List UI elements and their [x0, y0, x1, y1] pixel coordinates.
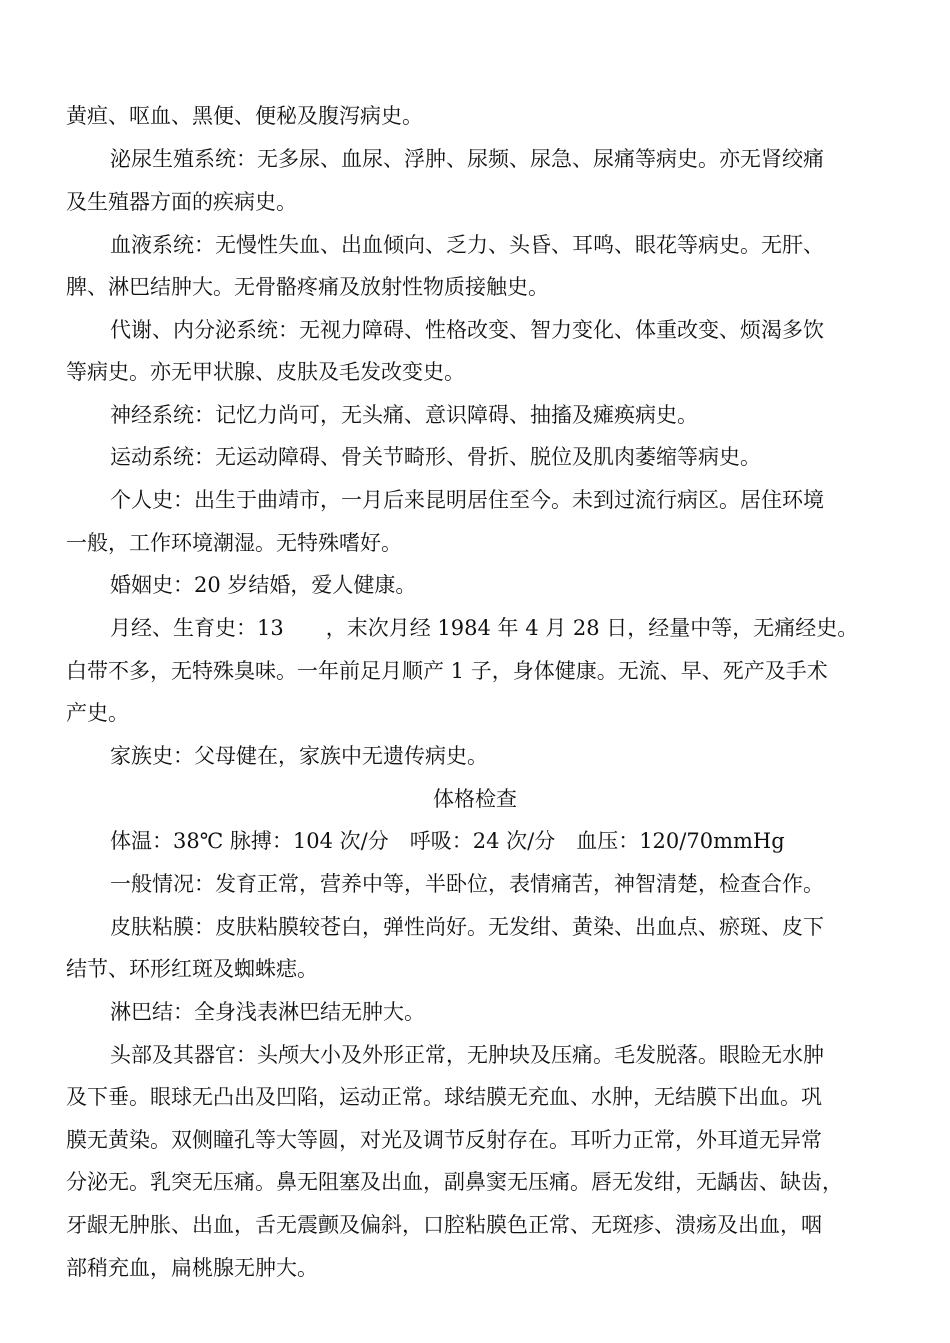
text-line: 运动系统：无运动障碍、骨关节畸形、骨折、脱位及肌肉萎缩等病史。 [110, 445, 761, 469]
text-line: 皮肤粘膜：皮肤粘膜较苍白，弹性尚好。无发绀、黄染、出血点、瘀斑、皮下 [110, 915, 824, 939]
text-line: 家族史：父母健在，家族中无遗传病史。 [110, 744, 488, 768]
text-line: 膜无黄染。双侧瞳孔等大等圆，对光及调节反射存在。耳听力正常，外耳道无异常 [66, 1128, 822, 1152]
text-line: 结节、环形红斑及蜘蛛痣。 [66, 957, 318, 981]
text-line: 头部及其器官：头颅大小及外形正常，无肿块及压痛。毛发脱落。眼睑无水肿 [110, 1043, 824, 1067]
text-line: 及生殖器方面的疾病史。 [66, 190, 297, 214]
text-line: 淋巴结：全身浅表淋巴结无肿大。 [110, 1000, 425, 1024]
text-line: 体温：38℃ 脉搏：104 次/分 呼吸：24 次/分 血压：120/70mmHg [110, 829, 785, 853]
text-line: 泌尿生殖系统：无多尿、血尿、浮肿、尿频、尿急、尿痛等病史。亦无肾绞痛 [110, 147, 824, 171]
text-line: 婚姻史：20 岁结婚，爱人健康。 [110, 573, 417, 597]
text-line: 血液系统：无慢性失血、出血倾向、乏力、头昏、耳鸣、眼花等病史。无肝、 [110, 233, 824, 257]
text-line: 神经系统：记忆力尚可，无头痛、意识障碍、抽搐及瘫痪病史。 [110, 403, 698, 427]
text-line: 月经、生育史：13 ，末次月经 1984 年 4 月 28 日，经量中等，无痛经史。 [110, 616, 859, 640]
text-line: 代谢、内分泌系统：无视力障碍、性格改变、智力变化、体重改变、烦渴多饮 [110, 318, 824, 342]
text-line: 一般情况：发育正常，营养中等，半卧位，表情痛苦，神智清楚，检查合作。 [110, 872, 824, 896]
section-heading: 体格检查 [433, 787, 517, 811]
text-line: 白带不多，无特殊臭味。一年前足月顺产 1 子，身体健康。无流、早、死产及手术 [66, 659, 828, 683]
text-line: 一般，工作环境潮湿。无特殊嗜好。 [66, 531, 402, 555]
text-line: 个人史：出生于曲靖市，一月后来昆明居住至今。未到过流行病区。居住环境 [110, 488, 824, 512]
text-line: 牙龈无肿胀、出血，舌无震颤及偏斜，口腔粘膜色正常、无斑疹、溃疡及出血，咽 [66, 1213, 822, 1237]
text-line: 及下垂。眼球无凸出及凹陷，运动正常。球结膜无充血、水肿，无结膜下出血。巩 [66, 1085, 822, 1109]
text-line: 等病史。亦无甲状腺、皮肤及毛发改变史。 [66, 360, 465, 384]
text-line: 黄疸、呕血、黑便、便秘及腹泻病史。 [66, 104, 423, 128]
text-line: 部稍充血，扁桃腺无肿大。 [66, 1256, 318, 1280]
text-line: 产史。 [66, 701, 129, 725]
text-line: 脾、淋巴结肿大。无骨骼疼痛及放射性物质接触史。 [66, 275, 549, 299]
text-line: 分泌无。乳突无压痛。鼻无阻塞及出血，副鼻窦无压痛。唇无发绀，无龋齿、缺齿， [66, 1170, 843, 1194]
